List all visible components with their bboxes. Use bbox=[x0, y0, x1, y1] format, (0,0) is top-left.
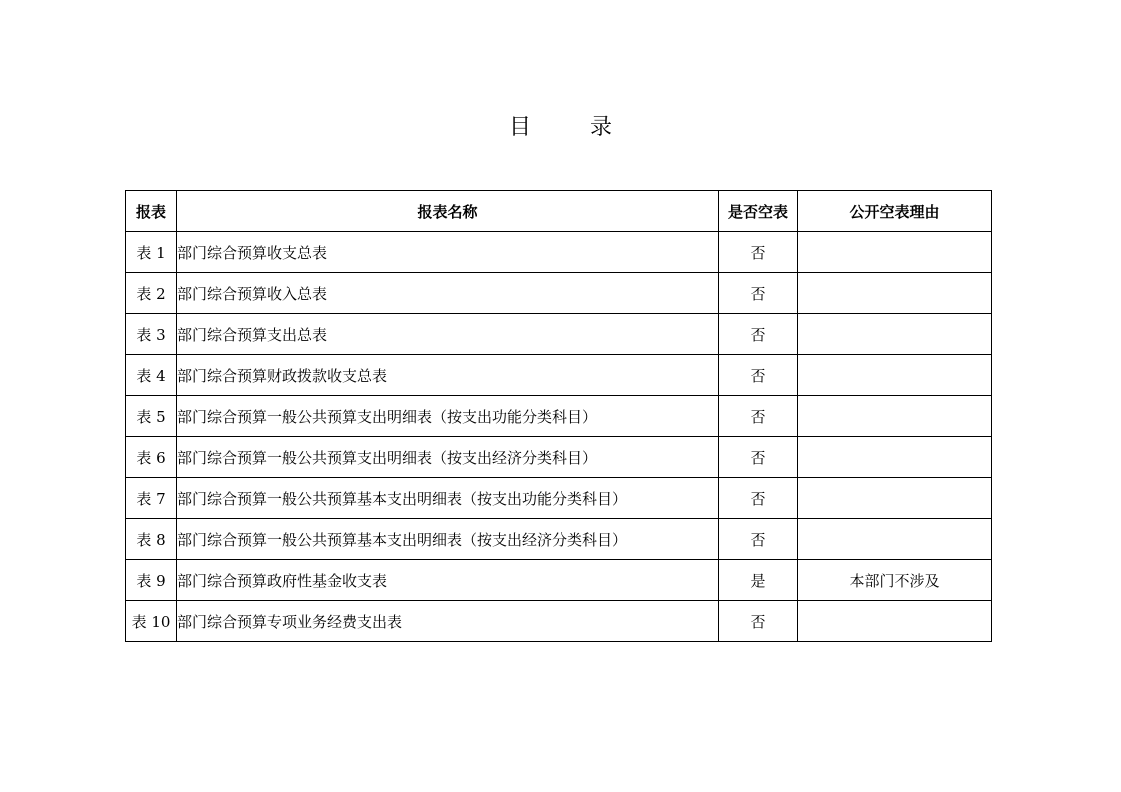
row-id: 表 10 bbox=[126, 601, 177, 642]
row-id: 表 3 bbox=[126, 314, 177, 355]
row-id: 表 8 bbox=[126, 519, 177, 560]
row-name: 部门综合预算一般公共预算基本支出明细表（按支出经济分类科目） bbox=[177, 519, 719, 560]
table-row bbox=[126, 232, 992, 273]
table-header bbox=[126, 191, 992, 232]
row-id: 表 6 bbox=[126, 437, 177, 478]
row-reason bbox=[798, 478, 992, 519]
row-id: 表 1 bbox=[126, 232, 177, 273]
row-name: 部门综合预算一般公共预算支出明细表（按支出功能分类科目） bbox=[177, 396, 719, 437]
row-name: 部门综合预算支出总表 bbox=[177, 314, 719, 355]
row-name: 部门综合预算一般公共预算基本支出明细表（按支出功能分类科目） bbox=[177, 478, 719, 519]
row-is-empty: 否 bbox=[719, 355, 798, 396]
row-id: 表 2 bbox=[126, 273, 177, 314]
header-row bbox=[126, 191, 992, 232]
row-name: 部门综合预算专项业务经费支出表 bbox=[177, 601, 719, 642]
row-is-empty: 否 bbox=[719, 478, 798, 519]
row-is-empty: 否 bbox=[719, 273, 798, 314]
row-is-empty: 是 bbox=[719, 560, 798, 601]
row-is-empty: 否 bbox=[719, 601, 798, 642]
row-name: 部门综合预算收支总表 bbox=[177, 232, 719, 273]
row-id: 表 9 bbox=[126, 560, 177, 601]
row-id: 表 7 bbox=[126, 478, 177, 519]
row-name: 部门综合预算收入总表 bbox=[177, 273, 719, 314]
row-reason: 本部门不涉及 bbox=[798, 560, 992, 601]
row-reason bbox=[798, 273, 992, 314]
row-id: 表 4 bbox=[126, 355, 177, 396]
row-reason bbox=[798, 601, 992, 642]
table-row bbox=[126, 437, 992, 478]
report-index-table bbox=[125, 190, 992, 642]
row-is-empty: 否 bbox=[719, 314, 798, 355]
row-name: 部门综合预算一般公共预算支出明细表（按支出经济分类科目） bbox=[177, 437, 719, 478]
row-is-empty: 否 bbox=[719, 232, 798, 273]
header-name: 报表名称 bbox=[177, 191, 719, 232]
row-reason bbox=[798, 396, 992, 437]
row-reason bbox=[798, 519, 992, 560]
row-reason bbox=[798, 437, 992, 478]
table-row bbox=[126, 601, 992, 642]
row-reason bbox=[798, 314, 992, 355]
table-row bbox=[126, 396, 992, 437]
row-name: 部门综合预算财政拨款收支总表 bbox=[177, 355, 719, 396]
row-reason bbox=[798, 355, 992, 396]
table-row bbox=[126, 273, 992, 314]
header-reason: 公开空表理由 bbox=[798, 191, 992, 232]
page-title: 目 录 bbox=[509, 115, 638, 140]
row-id: 表 5 bbox=[126, 396, 177, 437]
table-row bbox=[126, 560, 992, 601]
row-is-empty: 否 bbox=[719, 519, 798, 560]
table-row bbox=[126, 478, 992, 519]
table-body bbox=[126, 232, 992, 642]
row-is-empty: 否 bbox=[719, 396, 798, 437]
header-is-empty: 是否空表 bbox=[719, 191, 798, 232]
row-name: 部门综合预算政府性基金收支表 bbox=[177, 560, 719, 601]
table-row bbox=[126, 355, 992, 396]
table-row bbox=[126, 519, 992, 560]
table-row bbox=[126, 314, 992, 355]
row-is-empty: 否 bbox=[719, 437, 798, 478]
header-id: 报表 bbox=[126, 191, 177, 232]
row-reason bbox=[798, 232, 992, 273]
